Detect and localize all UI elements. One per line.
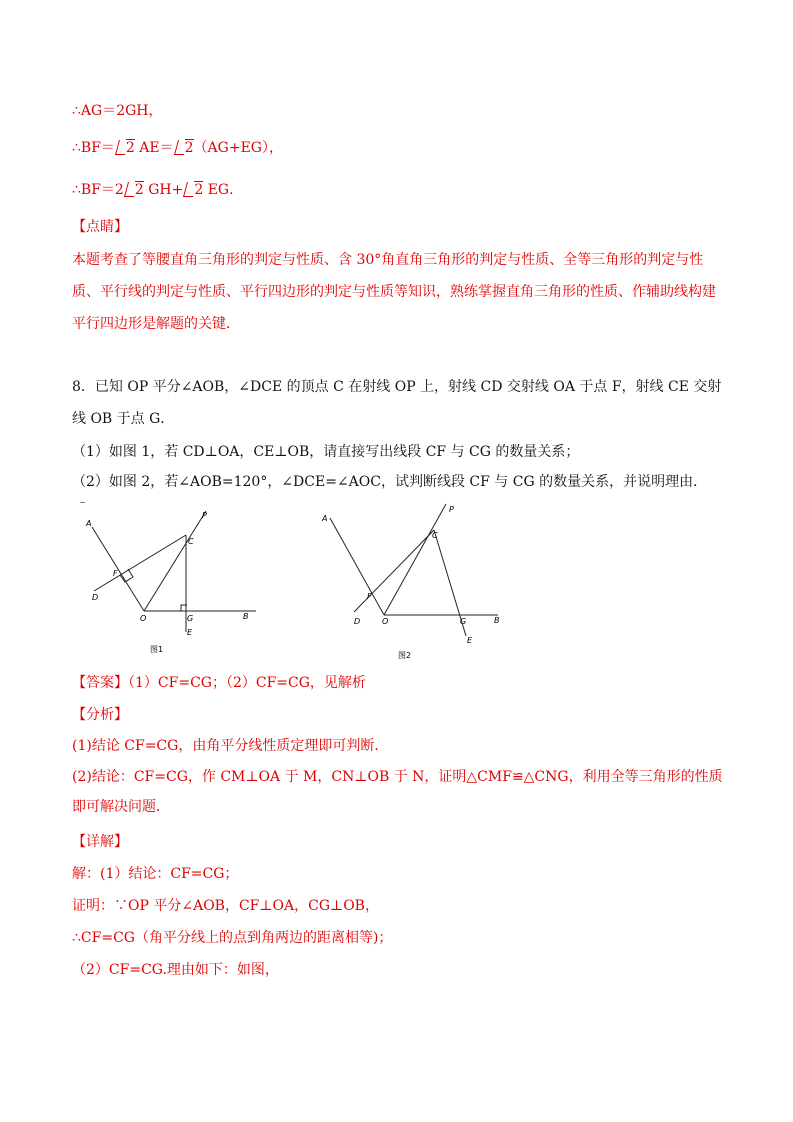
detail-line-3: ∴CF=CG（角平分线上的点到角两边的距离相等)；: [72, 930, 393, 946]
detail-heading: 【详解】: [72, 834, 128, 850]
figure-2: [318, 500, 518, 665]
conclusion-2-part-c: （AG+EG），: [193, 140, 283, 156]
answer-text: （1）CF=CG；（2）CF=CG，见解析: [128, 675, 366, 691]
label-a: A: [86, 519, 92, 528]
ray-cd: [94, 535, 186, 591]
conclusion-line-1: [72, 101, 163, 121]
answer-heading: 【答案】: [72, 675, 128, 691]
stray-mark: –: [80, 497, 85, 508]
dianjing-text: 本题考查了等腰直角三角形的判定与性质、含 30°角直角三角形的判定与性质、全等三角形的判定与性质、平行线的判定与性质、平行四边形的判定与性质等知识，熟练掌握直角三角形的性质、作辅助线构建平行四边形是解题的关键．: [72, 252, 716, 332]
sqrt-radicand: 2: [125, 140, 135, 156]
conclusion-text-1: ∴AG＝2GH，: [72, 103, 163, 119]
ray-oa: [92, 527, 144, 611]
conclusion-line-2: [72, 138, 283, 158]
label-f: F: [113, 569, 118, 578]
ray-op: [144, 511, 206, 611]
detail-line-1: 解：(1）结论：CF=CG；: [72, 866, 239, 882]
label-d: D: [92, 593, 99, 602]
question-2: （2）如图 2，若∠AOB=120°，∠DCE=∠AOC，试判断线段 CF 与 CG 的数量关系，并说明理由．: [72, 474, 708, 490]
label-c: C: [188, 537, 194, 546]
sqrt-symbol: [185, 180, 203, 200]
detail-line-4: （2）CF=CG.理由如下：如图，: [72, 962, 279, 978]
conclusion-2-part-b: AE＝: [134, 140, 174, 156]
sqrt-symbol: [117, 138, 135, 158]
label-f: F: [367, 592, 372, 601]
conclusion-3-part-a: ∴BF＝2: [72, 182, 124, 198]
label-o: O: [140, 614, 147, 623]
label-c: C: [432, 531, 438, 540]
analysis-p1: (1)结论 CF=CG，由角平分线性质定理即可判断．: [72, 738, 389, 754]
sqrt-radicand: 2: [184, 140, 194, 156]
dianjing-heading: 【点睛】: [72, 219, 128, 235]
detail-line-2: 证明：∵OP 平分∠AOB，CF⊥OA，CG⊥OB，: [72, 898, 379, 914]
figure-1-caption: 图1: [150, 645, 164, 654]
label-g: G: [187, 614, 194, 623]
sqrt-radicand: 2: [194, 182, 204, 198]
ray-cd: [354, 530, 434, 612]
label-e: E: [467, 636, 473, 645]
analysis-heading: 【分析】: [72, 707, 128, 723]
conclusion-3-part-b: GH+: [143, 182, 184, 198]
label-e: E: [187, 628, 193, 637]
conclusion-2-part-a: ∴BF＝: [72, 140, 115, 156]
label-a: A: [322, 514, 328, 523]
label-p: P: [202, 511, 207, 520]
ray-oa: [330, 518, 384, 615]
label-o: O: [382, 617, 389, 626]
answer-line: [72, 673, 366, 693]
label-b: B: [494, 616, 500, 625]
sqrt-symbol: [176, 138, 194, 158]
label-g: G: [460, 617, 467, 626]
figure-1: [80, 505, 270, 660]
sqrt-radicand: 2: [134, 182, 144, 198]
question-1: （1）如图 1，若 CD⊥OA，CE⊥OB，请直接写出线段 CF 与 CG 的数量关系；: [72, 444, 580, 460]
conclusion-3-part-c: EG．: [203, 182, 244, 198]
label-p: P: [449, 505, 454, 514]
label-b: B: [243, 612, 249, 621]
analysis-p2: (2)结论：CF=CG，作 CM⊥OA 于 M，CN⊥OB 于 N，证明△CMF≌△CNG，利用全等三角形的性质即可解决问题．: [72, 769, 723, 815]
ray-op: [384, 504, 446, 615]
label-d: D: [354, 617, 361, 626]
conclusion-line-3: [72, 180, 243, 200]
sqrt-symbol: [126, 180, 144, 200]
figure-2-caption: 图2: [398, 651, 412, 660]
problem-stem: 8．已知 OP 平分∠AOB，∠DCE 的顶点 C 在射线 OP 上，射线 CD 交射线 OA 于点 F，射线 CE 交射线 OB 于点 G．: [72, 379, 722, 427]
